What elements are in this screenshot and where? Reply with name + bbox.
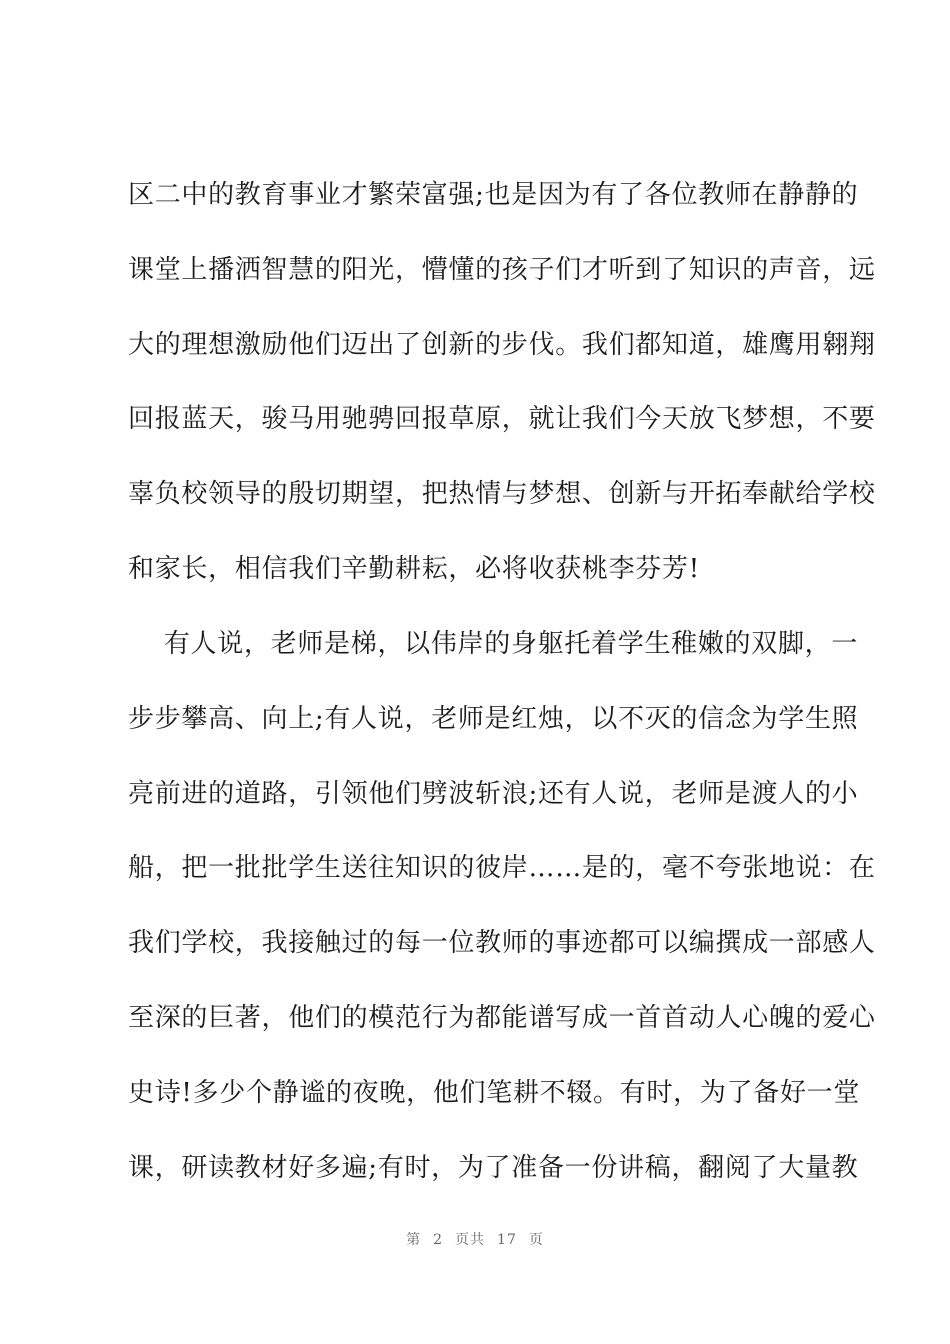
- footer-page-number: 2: [433, 1232, 444, 1248]
- text-line-12: 至深的巨著，他们的模范行为都能谱写成一首首动人心魄的爱心: [128, 1003, 876, 1033]
- text-line-6: 和家长，相信我们辛勤耕耘，必将收获桃李芬芳!: [128, 554, 700, 584]
- text-line-3: 大的理想激励他们迈出了创新的步伐。我们都知道，雄鹰用翱翔: [128, 330, 876, 360]
- footer-suffix: 页: [528, 1232, 544, 1248]
- footer-total-pages: 17: [497, 1232, 517, 1248]
- text-line-7: 有人说，老师是梯，以伟岸的身躯托着学生稚嫩的双脚，一: [128, 629, 859, 659]
- text-line-11: 我们学校，我接触过的每一位教师的事迹都可以编撰成一部感人: [128, 928, 876, 958]
- text-line-10: 船，把一批批学生送往知识的彼岸……是的，毫不夸张地说：在: [128, 853, 876, 883]
- page-footer: [0, 1229, 950, 1249]
- footer-middle: 页共: [455, 1232, 486, 1248]
- text-line-1: 区二中的教育事业才繁荣富强;也是因为有了各位教师在静静的: [128, 180, 859, 210]
- text-line-9: 亮前进的道路，引领他们劈波斩浪;还有人说，老师是渡人的小: [128, 779, 859, 809]
- text-line-8: 步步攀高、向上;有人说，老师是红烛，以不灭的信念为学生照: [128, 704, 859, 734]
- text-line-5: 辜负校领导的殷切期望，把热情与梦想、创新与开拓奉献给学校: [128, 479, 876, 509]
- text-line-13: 史诗!多少个静谧的夜晚，他们笔耕不辍。有时，为了备好一堂: [128, 1078, 861, 1108]
- text-line-14: 课，研读教材好多遍;有时，为了准备一份讲稿，翻阅了大量教: [128, 1153, 859, 1183]
- footer-prefix: 第: [406, 1232, 422, 1248]
- text-line-4: 回报蓝天，骏马用驰骋回报草原，就让我们今天放飞梦想，不要: [128, 404, 876, 434]
- text-line-2: 课堂上播洒智慧的阳光，懵懂的孩子们才听到了知识的声音，远: [128, 255, 876, 285]
